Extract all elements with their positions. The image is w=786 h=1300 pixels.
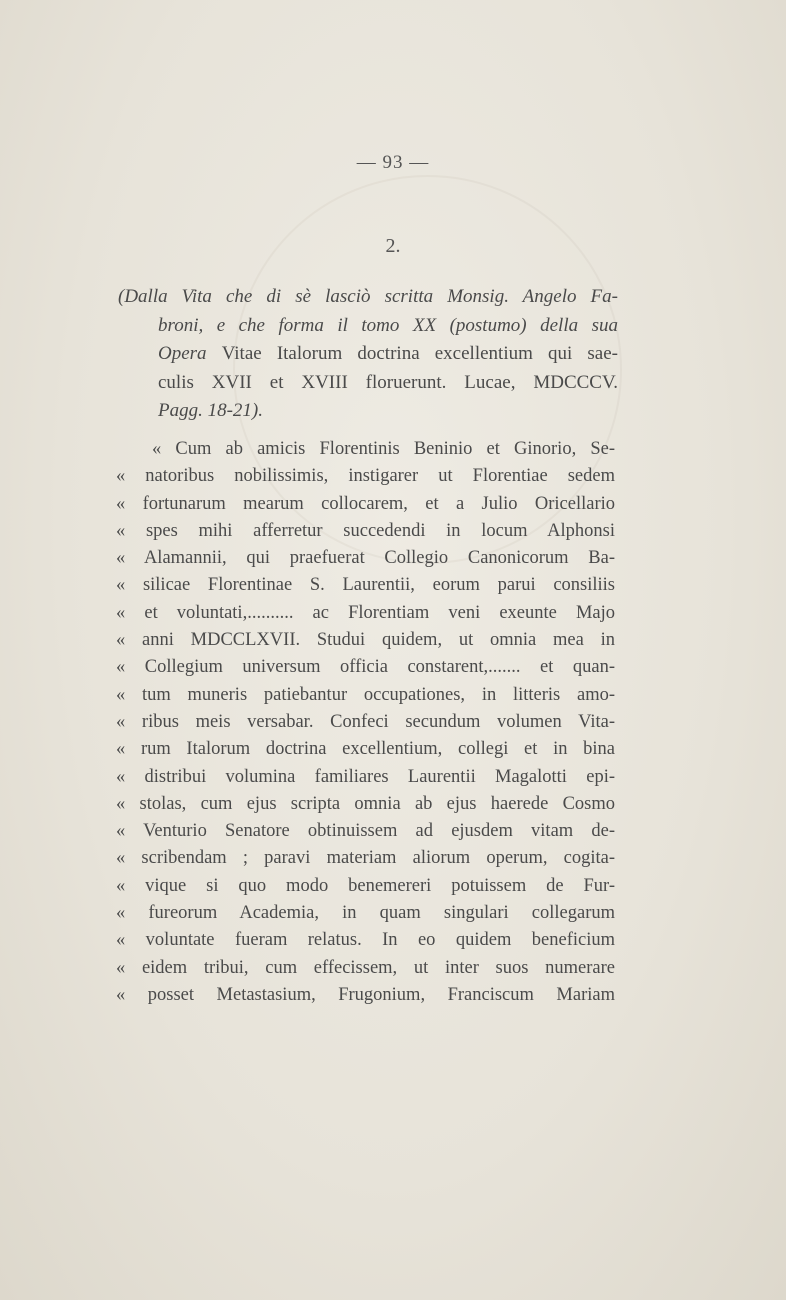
source-note-segment: Vitae Italorum doctrina excellentium qui sae- bbox=[221, 343, 618, 365]
body-text-line: « scribendam ; paravi materiam aliorum operum, cogita- bbox=[116, 848, 615, 869]
body-text-line: « natoribus nobilissimis, instigarer ut Florentiae sedem bbox=[116, 466, 615, 487]
body-text-line: « Collegium universum officia constarent,....... et quan- bbox=[116, 657, 615, 678]
body-text-line: « eidem tribui, cum effecissem, ut inter suos numerare bbox=[116, 957, 615, 978]
body-text-line: « fureorum Academia, in quam singulari collegarum bbox=[116, 903, 615, 924]
page-number: — 93 — bbox=[356, 152, 430, 173]
body-text-line: « ribus meis versabar. Confeci secundum volumen Vita- bbox=[116, 711, 615, 732]
body-text-line: « silicae Florentinae S. Laurentii, eorum parui consiliis bbox=[116, 575, 615, 596]
body-text-line: « fortunarum mearum collocarem, et a Julio Oricellario bbox=[116, 493, 615, 514]
latin-body-text bbox=[116, 436, 615, 1009]
body-text-line: « vique si quo modo benemereri potuissem de Fur- bbox=[116, 875, 615, 896]
source-note-segment: Opera bbox=[158, 343, 222, 365]
source-note-segment: Monsig. Angelo Fa- bbox=[447, 286, 618, 307]
source-note-segment: culis XVII et XVIII floruerunt. Lucae, MDCCCV. bbox=[158, 371, 618, 393]
body-text-line: « tum muneris patiebantur occupationes, in litteris amo- bbox=[116, 684, 615, 705]
source-note-line bbox=[118, 340, 618, 369]
body-text-line: « anni MDCCLXVII. Studui quidem, ut omnia mea in bbox=[116, 630, 615, 651]
body-text-line: « Alamannii, qui praefuerat Collegio Canonicorum Ba- bbox=[116, 548, 615, 569]
source-note-segment: (Dalla bbox=[118, 286, 182, 307]
body-text-line: « rum Italorum doctrina excellentium, collegi et in bina bbox=[116, 739, 615, 760]
source-note-segment: Vita bbox=[181, 286, 226, 307]
body-text-line: « Venturio Senatore obtinuissem ad ejusdem vitam de- bbox=[116, 821, 615, 842]
source-note-segment: broni, e che forma il tomo XX (postumo) della sua bbox=[158, 314, 618, 336]
source-note-line bbox=[118, 369, 618, 398]
source-note bbox=[118, 283, 618, 426]
source-note-line bbox=[118, 283, 618, 312]
section-number: 2. bbox=[385, 235, 401, 257]
source-note-segment: Pagg. 18-21). bbox=[158, 400, 264, 422]
body-text-line: « spes mihi afferretur succedendi in locum Alphonsi bbox=[116, 520, 615, 541]
body-text-line: « distribui volumina familiares Laurentii Magalotti epi- bbox=[116, 766, 615, 787]
source-note-line bbox=[118, 397, 618, 426]
body-text-line: « stolas, cum ejus scripta omnia ab ejus haerede Cosmo bbox=[116, 793, 615, 814]
body-text-line: « et voluntati,.......... ac Florentiam veni exeunte Majo bbox=[116, 602, 615, 623]
body-text-line: « Cum ab amicis Florentinis Beninio et Ginorio, Se- bbox=[152, 439, 615, 459]
source-note-line bbox=[118, 312, 618, 341]
source-note-segment: che di sè lasciò scritta bbox=[225, 286, 448, 307]
body-text-line: « posset Metastasium, Frugonium, Franciscum Mariam bbox=[116, 984, 615, 1005]
body-text-line: « voluntate fueram relatus. In eo quidem beneficium bbox=[116, 930, 615, 951]
